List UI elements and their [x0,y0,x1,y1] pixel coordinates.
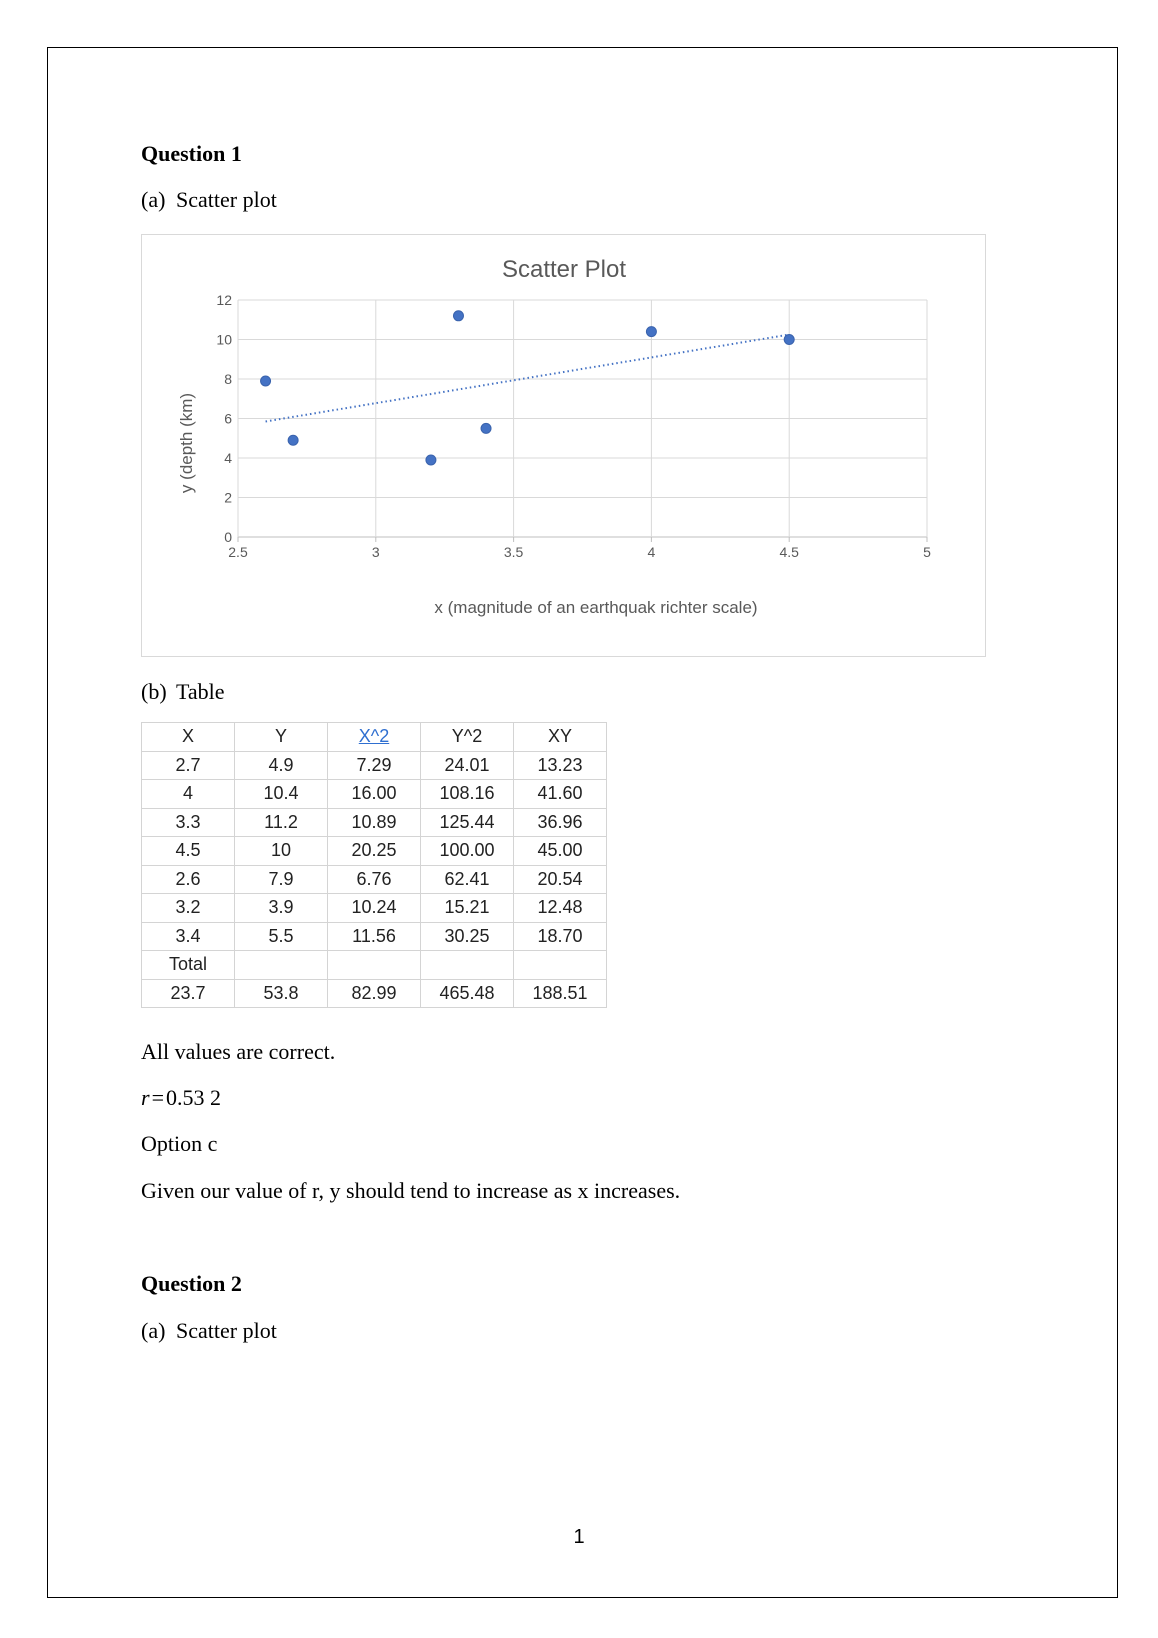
table-cell: 12.48 [514,894,607,923]
table-cell: 18.70 [514,922,607,951]
conclusion-text: Given our value of r, y should tend to increase as x increases. [141,1178,681,1203]
option-answer: Option c [141,1131,218,1156]
page-number: 1 [573,1526,585,1548]
header-y-squared: Y^2 [421,723,514,752]
data-table [141,722,607,1008]
table-totals-row [142,979,607,1008]
table-cell: 45.00 [514,837,607,866]
table-cell: 16.00 [328,780,421,809]
y-tick-label: 4 [224,450,232,466]
table-cell: 23.7 [142,979,235,1008]
table-cell: 36.96 [514,808,607,837]
table-cell: 188.51 [514,979,607,1008]
table-cell: 10.89 [328,808,421,837]
table-cell: 2.7 [142,751,235,780]
table-total-label-row [142,951,607,980]
correct-statement: All values are correct. [141,1039,336,1064]
q1-part-b-label: (b) [141,679,167,704]
table-cell: 62.41 [421,865,514,894]
data-point [426,455,436,465]
table-cell: Total [142,951,235,980]
trendline [266,335,790,422]
scatter-chart [141,234,986,657]
table-row [142,865,607,894]
table-row [142,751,607,780]
table-cell: 4.5 [142,837,235,866]
q1-part-a-text: Scatter plot [176,187,277,212]
table-cell: 3.4 [142,922,235,951]
table-row [142,808,607,837]
y-tick-label: 6 [224,410,232,427]
data-point [784,335,794,345]
data-point [453,311,463,321]
chart-y-axis-label: y (depth (km) [177,392,196,494]
q2-part-a-label: (a) [141,1318,166,1343]
table-cell: 20.54 [514,865,607,894]
table-cell [235,951,328,980]
header-xy: XY [514,723,607,752]
table-row [142,780,607,809]
table-cell: 6.76 [328,865,421,894]
x-tick-label: 4 [647,544,656,560]
r-symbol: r [141,1085,150,1110]
q2-part-a-text: Scatter plot [176,1318,277,1343]
r-value: 0.53 2 [165,1085,221,1110]
table-row [142,922,607,951]
table-row [142,894,607,923]
table-cell: 125.44 [421,808,514,837]
x-tick-label: 2.5 [228,544,248,560]
table-cell: 7.29 [328,751,421,780]
table-cell: 53.8 [235,979,328,1008]
table-cell: 24.01 [421,751,514,780]
r-equals: = [151,1085,164,1110]
y-tick-label: 12 [216,292,232,308]
data-point [646,327,656,337]
table-cell: 4.9 [235,751,328,780]
table-cell: 3.3 [142,808,235,837]
r-value-line [141,1085,221,1111]
table-cell: 7.9 [235,865,328,894]
x-tick-label: 5 [923,544,931,560]
y-tick-label: 10 [216,331,232,348]
table-cell: 13.23 [514,751,607,780]
data-point [261,376,271,386]
x-tick-label: 3.5 [503,544,524,560]
table-cell [421,951,514,980]
table-cell: 10.24 [328,894,421,923]
question-2-heading: Question 2 [141,1271,242,1296]
table-cell: 41.60 [514,780,607,809]
table-cell [328,951,421,980]
table-cell: 5.5 [235,922,328,951]
chart-x-axis-label: x (magnitude of an earthquak richter scale) [434,598,758,617]
table-cell: 108.16 [421,780,514,809]
header-y: Y [235,723,328,752]
y-tick-label: 0 [224,529,232,545]
table-cell: 10.4 [235,780,328,809]
scatter-chart-svg [142,235,987,658]
table-cell: 30.25 [421,922,514,951]
header-x: X [142,723,235,752]
q1-part-a [141,187,277,213]
table-cell: 15.21 [421,894,514,923]
header-x-squared[interactable] [328,723,421,752]
data-point [288,435,298,445]
q1-part-a-label: (a) [141,187,166,212]
table-cell: 3.9 [235,894,328,923]
table-cell: 11.56 [328,922,421,951]
q2-part-a [141,1318,277,1344]
q1-part-b [141,679,225,705]
q1-part-b-text: Table [176,679,225,704]
table-cell: 82.99 [328,979,421,1008]
x-tick-label: 4.5 [779,544,799,560]
table-row [142,837,607,866]
y-tick-label: 8 [224,371,232,387]
table-cell: 465.48 [421,979,514,1008]
table-cell: 100.00 [421,837,514,866]
table-cell: 10 [235,837,328,866]
table-cell: 3.2 [142,894,235,923]
data-point [481,423,491,433]
table-header-row [142,723,607,752]
x-tick-label: 3 [371,544,380,560]
chart-title: Scatter Plot [501,256,627,283]
table-cell: 2.6 [142,865,235,894]
header-x-squared-link[interactable]: X^2 [358,726,390,747]
table-cell: 11.2 [235,808,328,837]
table-cell: 20.25 [328,837,421,866]
table-cell: 4 [142,780,235,809]
y-tick-label: 2 [224,489,232,506]
question-1-heading: Question 1 [141,141,242,166]
table-cell [514,951,607,980]
